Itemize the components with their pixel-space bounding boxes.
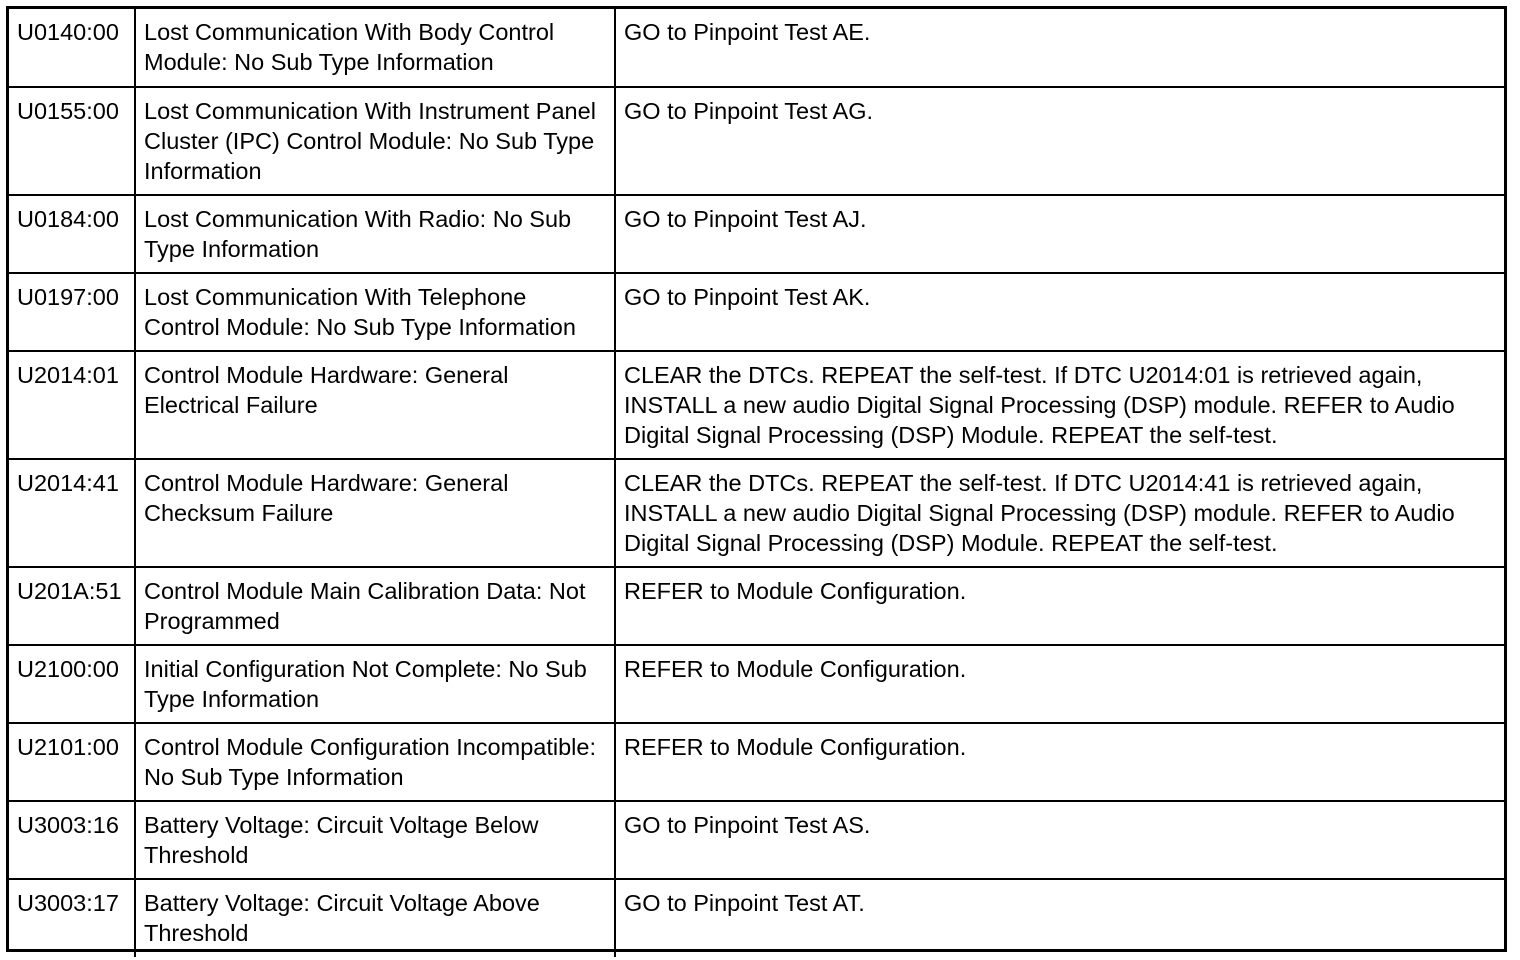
dtc-action-cell: CLEAR the DTCs. REPEAT the self-test. If DTC U2014:01 is retrieved again, INSTALL a new audio Digital Signal Processing (DSP) module. REFER to Audio Digital Signal Processing (DSP) Module. REPEAT the self-test. <box>615 351 1504 459</box>
table-row <box>9 87 1504 195</box>
table-row <box>9 9 1504 87</box>
dtc-action-cell: GO to Pinpoint Test AJ. <box>615 195 1504 273</box>
table-row <box>9 567 1504 645</box>
dtc-code-cell: U2014:01 <box>9 351 135 459</box>
dtc-description-cell: Lost Communication With Telephone Control Module: No Sub Type Information <box>135 273 615 351</box>
table-row <box>9 351 1504 459</box>
dtc-code-cell: U3003:16 <box>9 801 135 879</box>
dtc-action-cell: CLEAR the DTCs. REPEAT the self-test. If DTC U2014:41 is retrieved again, INSTALL a new audio Digital Signal Processing (DSP) module. REFER to Audio Digital Signal Processing (DSP) Module. REPEAT the self-test. <box>615 459 1504 567</box>
dtc-table-frame <box>6 6 1507 952</box>
dtc-action-cell: GO to Pinpoint Test AS. <box>615 801 1504 879</box>
table-row <box>9 801 1504 879</box>
dtc-action-cell: REFER to Module Configuration. <box>615 723 1504 801</box>
dtc-description-cell: Control Module Configuration Incompatible: No Sub Type Information <box>135 723 615 801</box>
dtc-code-cell: U2014:41 <box>9 459 135 567</box>
table-row <box>9 723 1504 801</box>
table-row <box>9 645 1504 723</box>
dtc-action-cell: GO to Pinpoint Test AE. <box>615 9 1504 87</box>
dtc-description-cell: Battery Voltage: Circuit Voltage Above Threshold <box>135 879 615 957</box>
dtc-description-cell: Control Module Main Calibration Data: Not Programmed <box>135 567 615 645</box>
dtc-code-cell: U201A:51 <box>9 567 135 645</box>
dtc-description-cell: Lost Communication With Instrument Panel Cluster (IPC) Control Module: No Sub Type Information <box>135 87 615 195</box>
dtc-description-cell: Lost Communication With Radio: No Sub Type Information <box>135 195 615 273</box>
dtc-code-cell: U2100:00 <box>9 645 135 723</box>
dtc-table <box>9 9 1504 957</box>
dtc-code-cell: U2101:00 <box>9 723 135 801</box>
dtc-code-cell: U0140:00 <box>9 9 135 87</box>
table-row <box>9 273 1504 351</box>
dtc-code-cell: U3003:17 <box>9 879 135 957</box>
dtc-action-cell: GO to Pinpoint Test AG. <box>615 87 1504 195</box>
dtc-code-cell: U0155:00 <box>9 87 135 195</box>
dtc-description-cell: Battery Voltage: Circuit Voltage Below Threshold <box>135 801 615 879</box>
dtc-description-cell: Control Module Hardware: General Electrical Failure <box>135 351 615 459</box>
dtc-code-cell: U0184:00 <box>9 195 135 273</box>
dtc-action-cell: REFER to Module Configuration. <box>615 645 1504 723</box>
dtc-code-cell: U0197:00 <box>9 273 135 351</box>
dtc-action-cell: GO to Pinpoint Test AT. <box>615 879 1504 957</box>
dtc-action-cell: GO to Pinpoint Test AK. <box>615 273 1504 351</box>
dtc-description-cell: Lost Communication With Body Control Module: No Sub Type Information <box>135 9 615 87</box>
dtc-description-cell: Initial Configuration Not Complete: No Sub Type Information <box>135 645 615 723</box>
table-row <box>9 195 1504 273</box>
table-row <box>9 879 1504 957</box>
dtc-action-cell: REFER to Module Configuration. <box>615 567 1504 645</box>
dtc-description-cell: Control Module Hardware: General Checksum Failure <box>135 459 615 567</box>
table-row <box>9 459 1504 567</box>
